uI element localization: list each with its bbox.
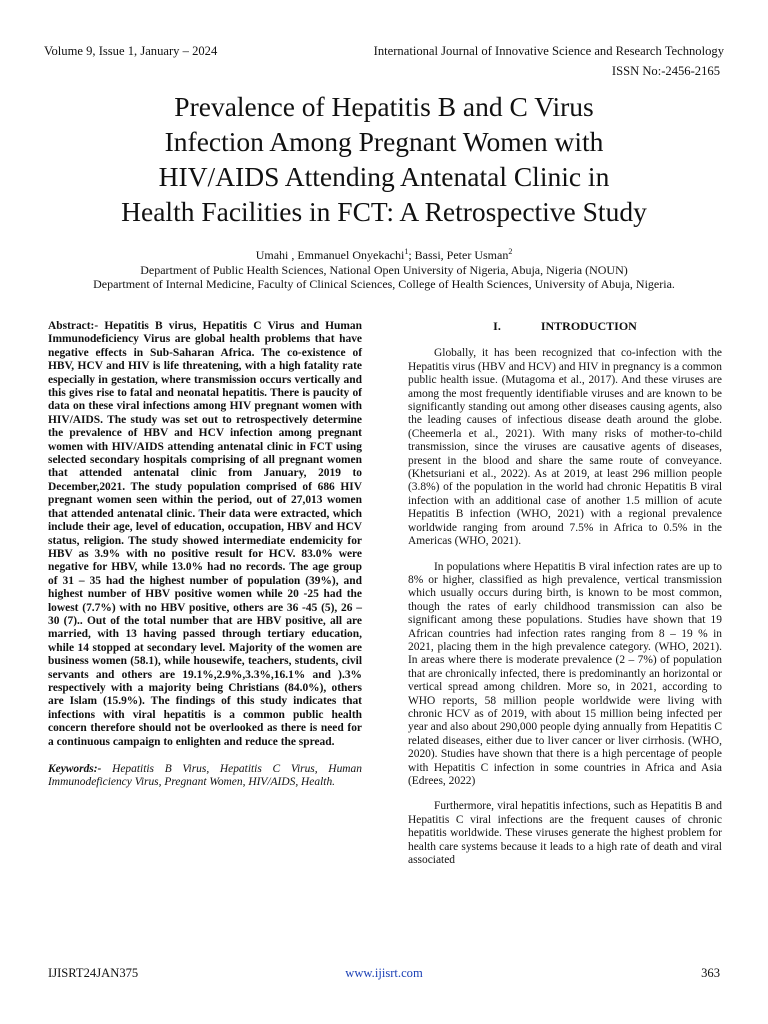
paragraph: Globally, it has been recognized that co-infection with the Hepatitis virus (HBV and HCV) and HIV in pregnancy is a common public health issue. (Mutagoma et al., 2017). And these viruses are among the most frequently identifiable viruses and are known to be significantly standing out among other diseases causing agents, also the leading causes of infectious disease death around the globe. (Cheemerla et al., 2021). With many risks of mother-to-child transmission, since the viruses are causative agents of diseases, present in the blood and share the same route of conveyance. (Khetsuriani et al., 2022). As at 2019, at least 296 million people (3.8%) of the population in the world had chronic Hepatitis B viral infection with an additional case of another 1.5 million of acute Hepatitis B infection (WHO, 2021) with a regional prevalence worldwide ranging from around 7.5% in Africa to 0.5% in the Americas (WHO, 2021).: [408, 347, 722, 548]
author-name: Bassi, Peter Usman: [414, 248, 509, 262]
title-line: Health Facilities in FCT: A Retrospective Study: [121, 196, 647, 227]
keywords: [48, 763, 362, 790]
title-line: HIV/AIDS Attending Antenatal Clinic in: [158, 161, 610, 192]
running-header: [44, 44, 724, 62]
paper-code: IJISRT24JAN375: [48, 966, 139, 980]
affiliation: Department of Public Health Sciences, National Open University of Nigeria, Abuja, Nigeria (NOUN): [140, 263, 628, 277]
section-heading: [408, 320, 722, 333]
section-number: I.: [493, 319, 501, 333]
author-list: [0, 248, 768, 263]
abstract: Abstract:- Hepatitis B virus, Hepatitis C Virus and Human Immunodeficiency Virus are global health problems that have negative effects in Sub-Saharan Africa. The co-existence of HBV, HCV and HIV is life threatening, with a high fatality rate especially in gestation, where transmission occurs vertically and this gives rise to fatal and neonatal hepatitis. There is paucity of data on these viral infections among HIV pregnant women with HIV/AIDS. The study was set out to retrospectively determine the prevalence of HBV and HCV infection among pregnant women with HIV/AIDS attending antenatal clinic in FCT using selected secondary hospitals comprising of all pregnant women that attended antenatal clinic from January, 2019 to December,2021. The study population comprised of 686 HIV pregnant women seen within the period, out of 27,013 women that attended antenatal clinic. Their data were extracted, which include their age, level of education, occupation, HBV and HCV status, religion. The study showed intermediate endemicity for HBV as 3.9% with no positive result for HCV. 83.0% were negative for HBV, while 13.0% had no records. The age group of 31 – 35 had the highest number of population (39%), and highest number of HBV positive women while 20 -25 had the lowest (7.7%) with no HBV positive, others are 36 -45 (5), 26 – 30 (7).. Out of the total number that are HBV positive, all are married, with 13 having passed through tertiary education, while 14 stopped at secondary level. Majority of the women are business women (58.1), while housewife, teachers, students, civil servants and others are 19.1%,2.9%,3.3%,16.1% and ).3% respectively with a majority being Christians (84.0%), others are Islam (15.9%). The findings of this study indicates that infections with viral hepatitis is a common public health concern therefore should not be overlooked as there is need for a continuous campaign to enlighten and reduce the spread.: [48, 320, 362, 748]
keywords-label: Keywords:-: [48, 763, 102, 775]
left-column: [48, 320, 362, 790]
right-column: [408, 320, 722, 867]
section-title: INTRODUCTION: [540, 319, 637, 333]
paper-title: [40, 89, 728, 229]
author-separator: ;: [408, 248, 415, 262]
journal-name: International Journal of Innovative Science and Research Technology: [373, 44, 724, 58]
page-number: 363: [701, 966, 720, 980]
paragraph: Furthermore, viral hepatitis infections, such as Hepatitis B and Hepatitis C viral infections are the frequent causes of chronic hepatitis worldwide. These viruses generate the highest problem for health care systems because it leads to a high rate of death and viral associated: [408, 800, 722, 867]
volume-info: Volume 9, Issue 1, January – 2024: [44, 44, 218, 58]
title-line: Prevalence of Hepatitis B and C Virus: [174, 91, 594, 122]
running-footer: [48, 966, 720, 982]
affiliation-marker: 2: [508, 247, 513, 256]
keywords-text: Hepatitis B Virus, Hepatitis C Virus, Human Immunodeficiency Virus, Pregnant Women, HIV/AIDS, Health.: [48, 763, 362, 789]
title-line: Infection Among Pregnant Women with: [164, 126, 604, 157]
author-name: Umahi , Emmanuel Onyekachi: [255, 248, 405, 262]
journal-url-link[interactable]: www.ijisrt.com: [345, 966, 423, 980]
affiliation-marker: 1: [404, 247, 409, 256]
paragraph: In populations where Hepatitis B viral infection rates are up to 8% or higher, classified as high prevalence, vertical transmission which usually occurs during birth, is known to be most common, though the rates of early childhood transmission can also be significant among these populations. Studies have shown that 19 African countries had infection rates ranging from 8 – 19 % in 2021, placing them in the high prevalence category. (WHO, 2021). In areas where there is moderate prevalence (2 – 7%) of population that are chronically infected, there is predominantly an horizontal or vertical spread among children. More so, in 2021, according to WHO reports, 58 million people worldwide were living with chronic HCV as of 2019, with about 15 million being infected per year and also about 290,000 people dying annually from Hepatitis C related diseases, either due to liver cancer or liver cirrhosis. (WHO, 2020). Studies have shown that there is a high percentage of people with Hepatitis C infection in some countries in Africa and Asia (Edrees, 2022): [408, 560, 722, 787]
issn: ISSN No:-2456-2165: [611, 64, 720, 78]
affiliation: Department of Internal Medicine, Faculty of Clinical Sciences, College of Health Sciences, University of Abuja, Nigeria.: [93, 277, 675, 291]
